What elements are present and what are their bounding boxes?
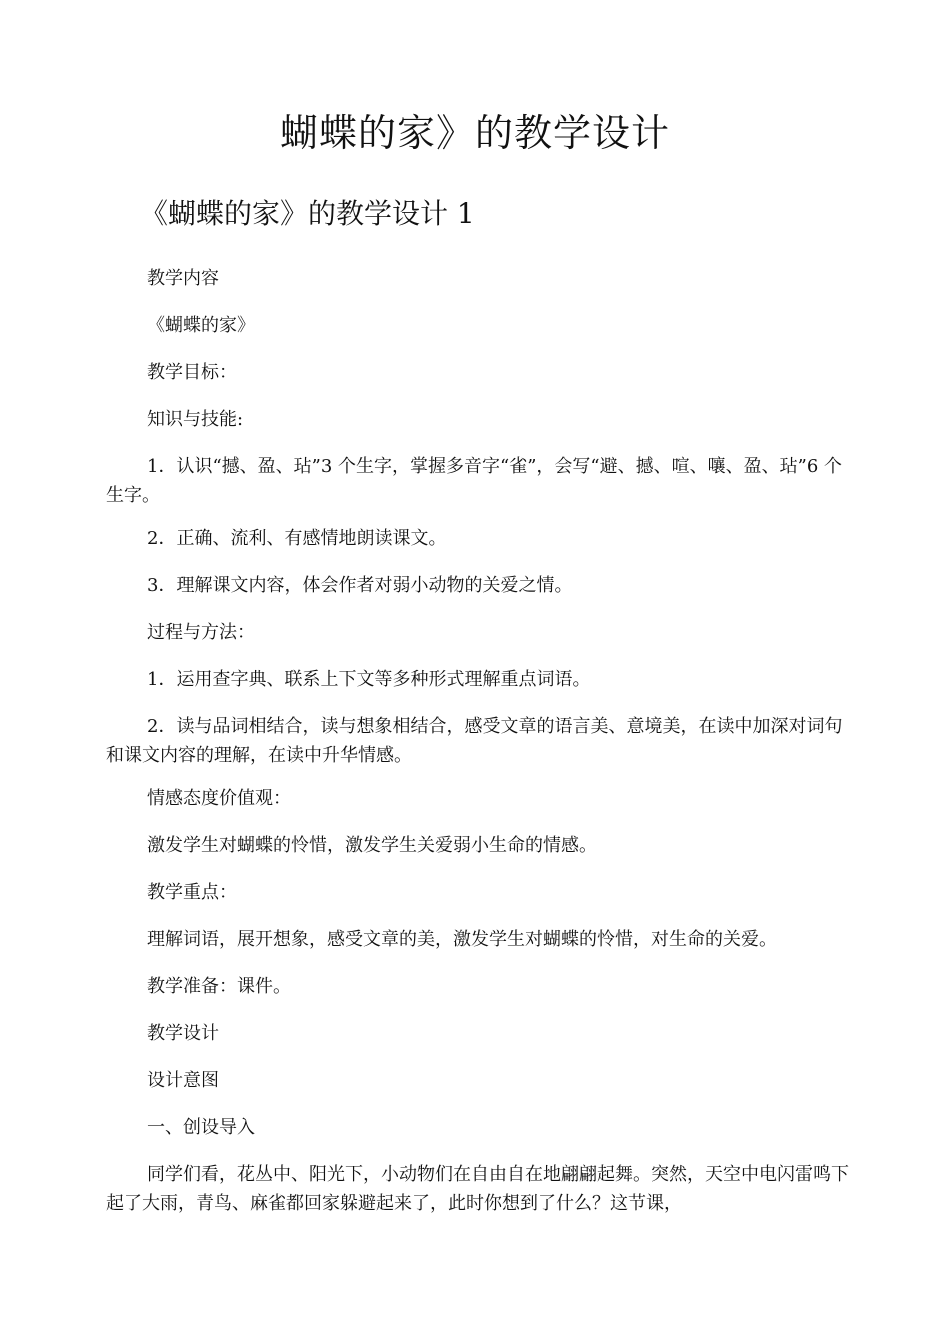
paragraph-method-2: 2．读与品词相结合，读与想象相结合，感受文章的语言美、意境美，在读中加深对词句和课文内容的理解，在读中升华情感。 bbox=[106, 716, 843, 766]
paragraph-teaching-content-label: 教学内容 bbox=[147, 268, 219, 289]
paragraph-emotion-values: 激发学生对蝴蝶的怜惜，激发学生关爱弱小生命的情感。 bbox=[147, 835, 597, 856]
paragraph-process-method-label: 过程与方法： bbox=[147, 622, 255, 643]
paragraph-goal-2: 2．正确、流利、有感情地朗读课文。 bbox=[147, 528, 447, 549]
paragraph-intro-text: 同学们看，花丛中、阳光下，小动物们在自由自在地翩翩起舞。突然，天空中电闪雷鸣下起了大雨，青鸟、麻雀都回家躲避起来了，此时你想到了什么？这节课， bbox=[106, 1164, 849, 1214]
document-title: 蝴蝶的家》的教学设计 bbox=[279, 111, 670, 155]
paragraph-key-points-label: 教学重点： bbox=[147, 882, 237, 903]
paragraph-section-intro: 一、创设导入 bbox=[147, 1117, 255, 1138]
paragraph-key-points: 理解词语，展开想象，感受文章的美，激发学生对蝴蝶的怜惜，对生命的关爱。 bbox=[147, 929, 777, 950]
paragraph-teaching-design-label: 教学设计 bbox=[147, 1023, 219, 1044]
paragraph-emotion-values-label: 情感态度价值观： bbox=[147, 788, 291, 809]
paragraph-knowledge-skills-label: 知识与技能: bbox=[147, 409, 244, 430]
section-heading: 《蝴蝶的家》的教学设计 1 bbox=[140, 197, 475, 230]
paragraph-goal-3: 3．理解课文内容，体会作者对弱小动物的关爱之情。 bbox=[147, 575, 573, 596]
paragraph-text-title: 《蝴蝶的家》 bbox=[147, 315, 255, 336]
paragraph-method-1: 1．运用查字典、联系上下文等多种形式理解重点词语。 bbox=[147, 669, 591, 690]
paragraph-preparation: 教学准备：课件。 bbox=[147, 976, 291, 997]
paragraph-design-intent-label: 设计意图 bbox=[147, 1070, 219, 1091]
paragraph-goal-1: 1．认识“撼、盈、玷”3 个生字，掌握多音字“雀”，会写“避、撼、喧、嚷、盈、玷”6 个生字。 bbox=[106, 456, 843, 506]
paragraph-teaching-goals-label: 教学目标： bbox=[147, 362, 237, 383]
